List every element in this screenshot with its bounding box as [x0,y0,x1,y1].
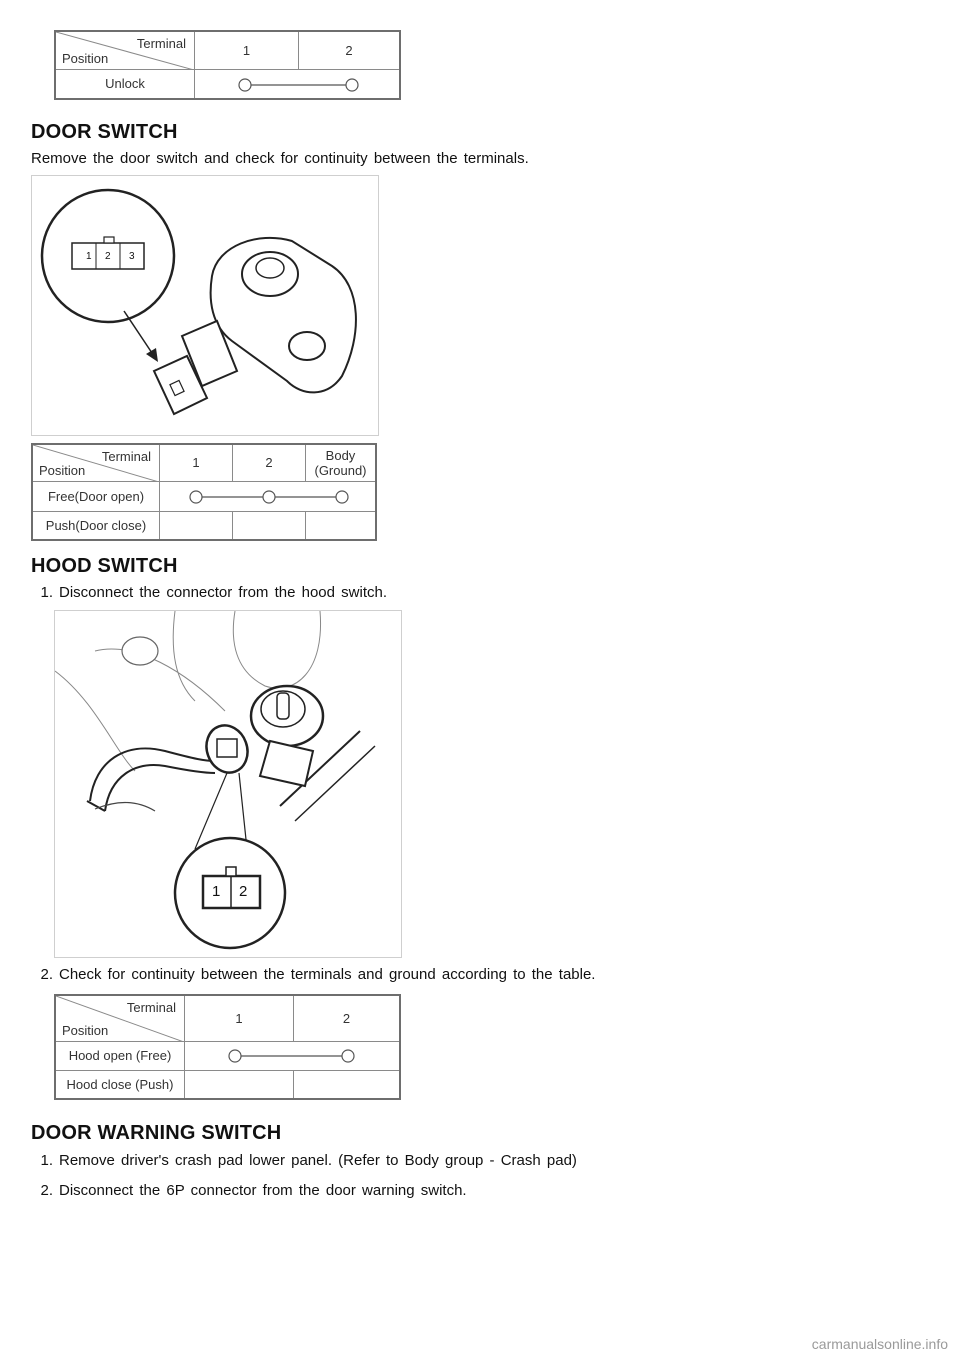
unlock-continuity-table [54,30,401,100]
terminal-label: Terminal [126,1000,176,1015]
terminal-col-1: 1 [160,444,233,481]
row-label-hood-open: Hood open (Free) [55,1041,185,1070]
step-text: Remove driver's crash pad lower panel. (Refer to Body group - Crash pad) [59,1152,577,1169]
hood-switch-continuity-table [54,994,401,1100]
continuity-cell [160,481,377,511]
connector-pin-1: 1 [86,251,92,262]
position-label: Position [39,462,86,478]
hood-switch-drawing [55,611,401,957]
empty-cell [306,511,377,540]
door-warning-step-2 [31,1182,467,1199]
continuity-line-icon [195,70,401,100]
terminal-label: Terminal [101,449,151,464]
connector-pin-3: 3 [129,251,135,262]
door-switch-illustration [31,175,379,436]
step-text: Disconnect the connector from the hood switch. [59,584,387,601]
terminal-col-2: 2 [299,31,401,69]
hood-switch-illustration [54,610,402,958]
door-switch-continuity-table [31,443,377,541]
terminal-label: Terminal [136,36,186,51]
door-switch-description: Remove the door switch and check for continuity between the terminals. [31,150,529,167]
continuity-cell [195,69,401,99]
table-header-cell [55,995,185,1041]
step-number: 2. [40,966,53,983]
empty-cell [185,1070,294,1099]
watermark: carmanualsonline.info [811,1336,948,1352]
terminal-col-1: 1 [185,995,294,1041]
door-warning-step-1 [31,1152,577,1169]
door-warning-switch-title: DOOR WARNING SWITCH [31,1122,282,1144]
hood-switch-title: HOOD SWITCH [31,555,178,577]
step-number: 1. [40,584,53,601]
terminal-col-2: 2 [294,995,401,1041]
row-label-free: Free(Door open) [32,481,160,511]
connector-pin-2: 2 [239,883,248,900]
continuity-cell [185,1041,401,1070]
row-label-hood-close: Hood close (Push) [55,1070,185,1099]
table-header-cell [55,31,195,69]
continuity-line-icon [185,1042,400,1071]
hood-step-1 [31,584,387,601]
step-text: Disconnect the 6P connector from the door warning switch. [59,1182,467,1199]
connector-pin-1: 1 [212,883,221,900]
step-number: 2. [40,1182,53,1199]
position-label: Position [62,50,109,66]
connector-pin-2: 2 [105,251,111,262]
terminal-col-2: 2 [233,444,306,481]
empty-cell [160,511,233,540]
row-label-unlock: Unlock [55,69,195,99]
step-number: 1. [40,1152,53,1169]
empty-cell [294,1070,401,1099]
empty-cell [233,511,306,540]
hood-step-2 [31,966,595,983]
table-header-cell [32,444,160,481]
door-switch-drawing [32,176,378,435]
terminal-col-body: Body (Ground) [306,444,377,481]
row-label-push: Push(Door close) [32,511,160,540]
door-switch-title: DOOR SWITCH [31,121,178,143]
terminal-col-1: 1 [195,31,299,69]
step-text: Check for continuity between the terminals and ground according to the table. [59,966,596,983]
position-label: Position [62,1022,109,1038]
continuity-line-icon [160,482,378,512]
